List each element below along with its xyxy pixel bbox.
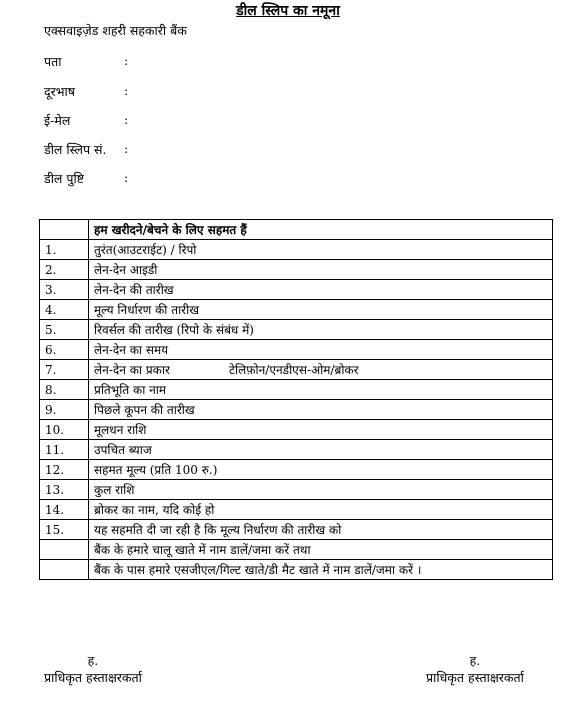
table-header-row [40,220,553,240]
row-number-cell: 13. [40,480,89,500]
row-text-cell [89,440,553,460]
row-label: पिछले कूपन की तारीख [94,403,195,417]
row-number-cell [40,560,89,580]
field-colon: : [124,53,129,68]
row-text-cell [89,460,553,480]
field-address [44,53,129,70]
deal-details-table [39,219,553,580]
row-text-cell [89,280,553,300]
row-label: उपचित ब्याज [94,443,152,457]
row-label: लेन-देन की तारीख [94,283,174,297]
table-row [40,340,553,360]
row-text-cell [89,400,553,420]
row-label: बैंक के हमारे चालू खाते में नाम डालें/जमा करें तथा [94,543,311,557]
row-label: लेन-देन का समय [94,343,169,357]
table-row [40,440,553,460]
row-number-cell: 12. [40,460,89,480]
row-number-cell [40,540,89,560]
table-row [40,320,553,340]
row-text-cell [89,560,553,580]
row-text-cell [89,320,553,340]
row-text-cell [89,300,553,320]
signature-block-right [426,652,524,686]
row-text-cell [89,340,553,360]
row-label: लेन-देन आइडी [94,263,158,277]
field-label: दूरभाष [44,84,76,99]
row-number-cell: 2. [40,260,89,280]
signature-mark: ह. [469,653,481,668]
table-row [40,300,553,320]
row-text-cell [89,360,553,380]
table-row [40,460,553,480]
row-number-cell: 1. [40,240,89,260]
field-deal-confirmation [44,170,129,187]
row-label: मूल्य निर्धारण की तारीख [94,303,200,317]
field-label: पता [44,54,62,69]
field-label: डील स्लिप सं. [44,142,107,157]
row-text-cell [89,420,553,440]
table-row [40,280,553,300]
signature-label: प्राधिकृत हस्ताक्षरकर्ता [426,670,524,685]
row-text-cell [89,540,553,560]
row-label: रिवर्सल की तारीख (रिपो के संबंध में) [94,323,254,337]
field-phone [44,83,129,100]
row-label: ब्रोकर का नाम, यदि कोई हो [94,503,215,517]
row-text-cell [89,240,553,260]
table-row [40,260,553,280]
row-number-cell: 14. [40,500,89,520]
row-text-cell [89,520,553,540]
table-row [40,360,553,380]
row-label: कुल राशि [94,483,135,497]
signature-block-left [44,652,142,686]
row-text-cell [89,380,553,400]
row-number-cell: 3. [40,280,89,300]
row-number-cell: 10. [40,420,89,440]
row-number-cell: 11. [40,440,89,460]
table-row [40,540,553,560]
table-row [40,240,553,260]
page-title: डील स्लिप का नमूना [236,3,340,19]
row-extra-text: टेलिफ़ोन/एनडीएस-ओम/ब्रोकर [229,363,359,377]
row-label: सहमत मूल्य (प्रति 100 रु.) [94,463,218,477]
row-number-cell: 9. [40,400,89,420]
field-label: डील पुष्टि [44,171,85,186]
row-number-cell: 7. [40,360,89,380]
row-number-cell: 8. [40,380,89,400]
table-row [40,380,553,400]
table-row [40,400,553,420]
bank-name: एक्सवाइज़ेड शहरी सहकारी बैंक [44,23,187,38]
row-label: मूलधन राशि [94,423,147,437]
row-number-cell: 15. [40,520,89,540]
signature-label: प्राधिकृत हस्ताक्षरकर्ता [44,670,142,685]
row-text-cell [89,260,553,280]
field-colon: : [124,141,129,156]
row-label: यह सहमति दी जा रही है कि मूल्य निर्धारण की तारीख को [94,523,342,537]
field-colon: : [124,170,129,185]
field-colon: : [124,112,129,127]
row-label: प्रतिभूति का नाम [94,383,167,397]
row-text-cell [89,480,553,500]
table-row [40,520,553,540]
row-label: बैंक के पास हमारे एसजीएल/गिल्ट खाते/डी मैट खाते में नाम डालें/जमा करें । [94,563,422,577]
row-label: लेन-देन का प्रकार [94,363,170,377]
row-number-cell: 5. [40,320,89,340]
field-deal-slip-number [44,141,129,158]
header-text-cell: हम खरीदने/बेचने के लिए सहमत हैं [89,220,553,240]
field-colon: : [124,83,129,98]
table-row [40,560,553,580]
table-row [40,500,553,520]
field-label: ई-मेल [44,113,71,128]
row-number-cell: 6. [40,340,89,360]
header-number-cell [40,220,89,240]
row-label: तुरंत(आउटराईट) / रिपो [94,243,197,257]
signature-mark: ह. [87,653,99,668]
table-row [40,420,553,440]
table-row [40,480,553,500]
row-text-cell [89,500,553,520]
field-email [44,112,129,129]
row-number-cell: 4. [40,300,89,320]
